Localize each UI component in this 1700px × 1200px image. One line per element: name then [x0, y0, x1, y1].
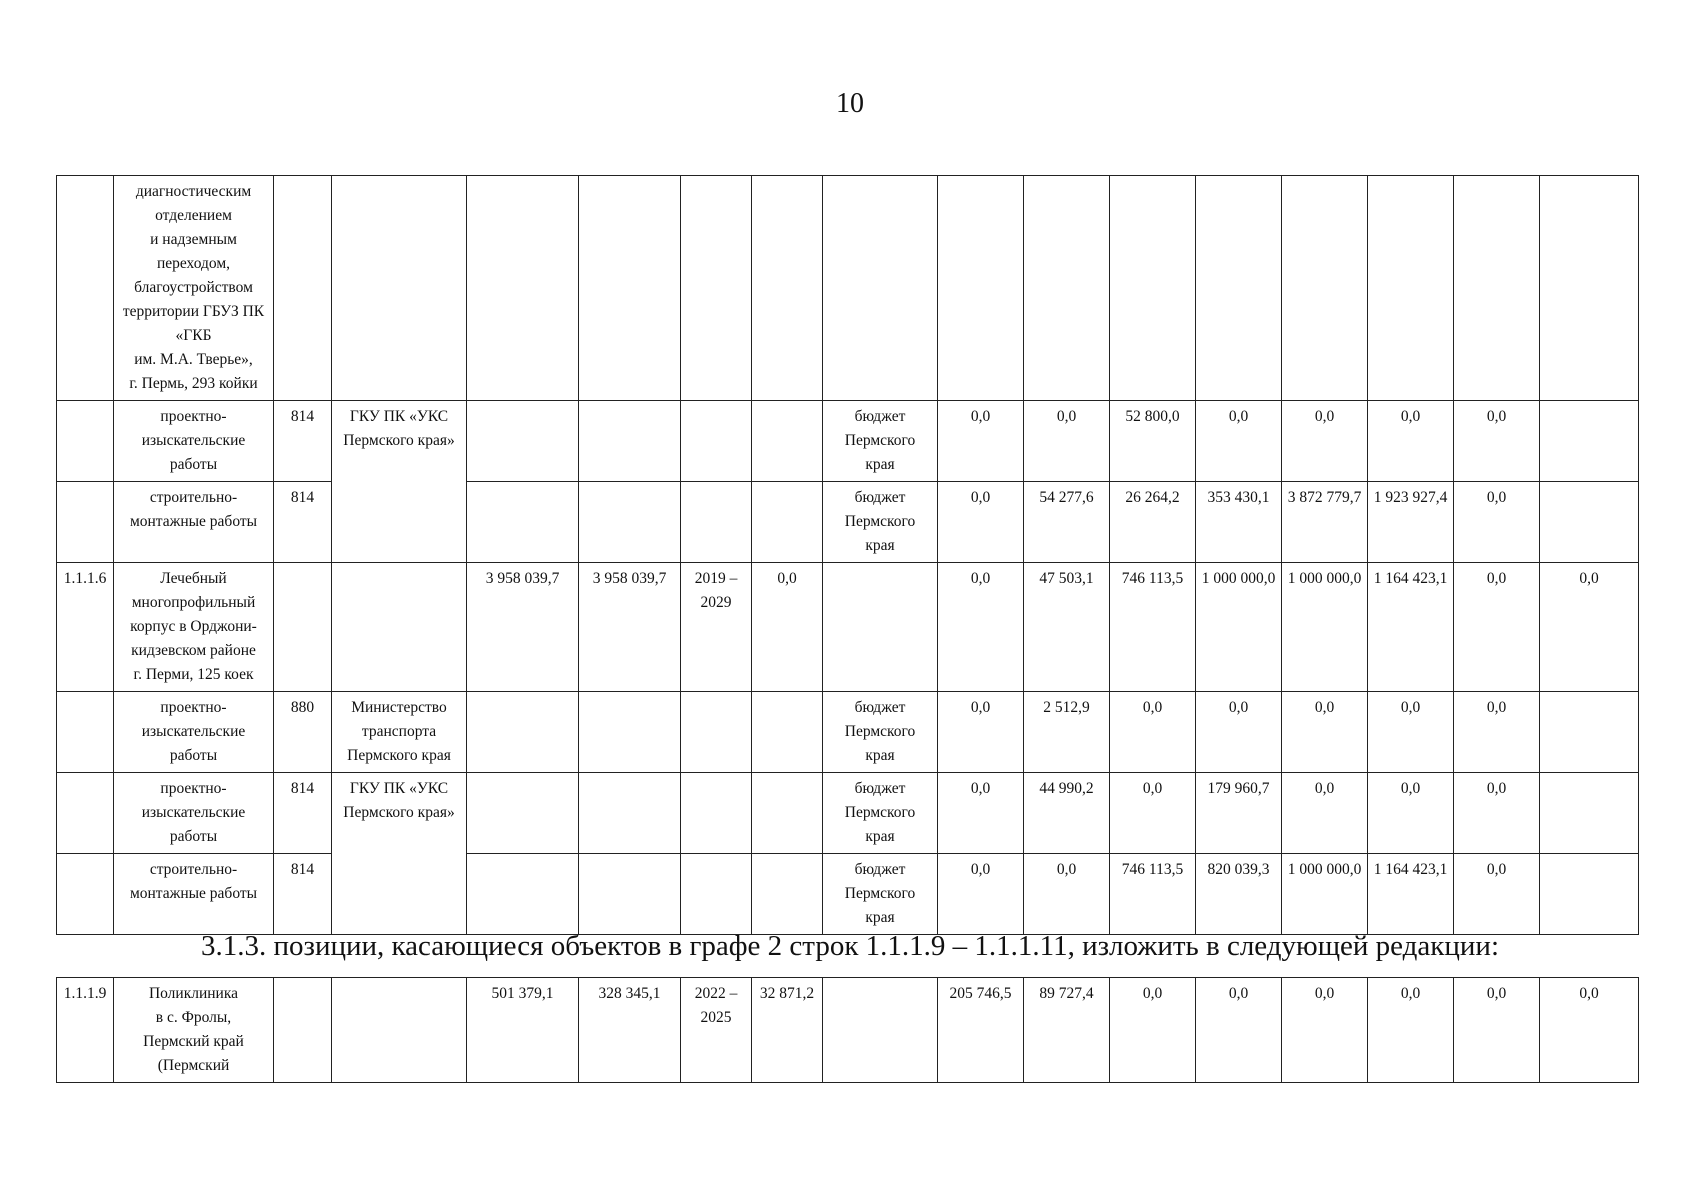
value-cell: 26 264,2 — [1110, 482, 1196, 563]
table-row — [57, 482, 1639, 563]
cell-text-line: 2025 — [700, 1009, 732, 1026]
value-cell: 0,0 — [938, 563, 1024, 692]
value-cell: 0,0 — [1110, 773, 1196, 854]
value-cell: 1 923 927,4 — [1368, 482, 1454, 563]
amendment-table — [56, 977, 1639, 1083]
cell-text-line: изыскательские — [141, 723, 246, 740]
prior-value-cell: 32 871,2 — [752, 978, 823, 1083]
customer-cell — [332, 692, 467, 773]
cell-text-line: и надземным — [150, 231, 237, 248]
value-cell: 0,0 — [938, 854, 1024, 935]
period-cell — [681, 563, 752, 692]
estimated-cost-cell: 501 379,1 — [467, 978, 579, 1083]
value-cell: 2 512,9 — [1024, 692, 1110, 773]
cell-text-line: ГКУ ПК «УКС — [349, 780, 449, 797]
value-cell: 47 503,1 — [1024, 563, 1110, 692]
table-row — [57, 773, 1639, 854]
prior-value-cell: 0,0 — [752, 563, 823, 692]
cell-text-line: Поликлиника — [148, 985, 239, 1002]
work-type-cell — [114, 854, 274, 935]
row-number-cell: 1.1.1.9 — [57, 978, 114, 1083]
cell-text-line: Пермского — [844, 432, 916, 449]
cell-text-line: им. М.А. Тверье», — [134, 351, 253, 368]
value-cell: 820 039,3 — [1196, 854, 1282, 935]
value-cell: 0,0 — [1540, 978, 1639, 1083]
code-cell: 814 — [274, 854, 332, 935]
cell-text-line: проектно- — [160, 408, 227, 425]
value-cell: 0,0 — [1368, 401, 1454, 482]
value-cell: 746 113,5 — [1110, 563, 1196, 692]
value-cell: 0,0 — [938, 482, 1024, 563]
cell-text-line: Пермского — [844, 885, 916, 902]
value-cell: 1 164 423,1 — [1368, 854, 1454, 935]
value-cell: 1 000 000,0 — [1282, 854, 1368, 935]
cell-text-line: 2022 – — [694, 985, 738, 1002]
cell-text-line: строительно- — [149, 861, 238, 878]
cell-text-line: монтажные работы — [129, 513, 258, 530]
value-cell: 0,0 — [1454, 854, 1540, 935]
cell-text-line: Пермского края — [347, 747, 451, 764]
value-cell: 0,0 — [1196, 692, 1282, 773]
value-cell: 0,0 — [1368, 978, 1454, 1083]
section-heading: 3.1.3. позиции, касающиеся объектов в графе 2 строк 1.1.1.9 – 1.1.1.11, изложить в следующей редакции: — [200, 930, 1500, 962]
cell-text-line: края — [865, 828, 895, 845]
cell-text-line: кидзевском районе — [131, 642, 256, 659]
program-table — [56, 175, 1639, 935]
cell-text-line: 2019 – — [694, 570, 738, 587]
table-row — [57, 692, 1639, 773]
cell-text-line: многопрофильный — [131, 594, 256, 611]
cell-text-line: Лечебный — [160, 570, 227, 587]
cell-text-line: переходом, — [156, 255, 231, 272]
row-number-cell: 1.1.1.6 — [57, 563, 114, 692]
customer-cell — [332, 401, 467, 563]
value-cell: 0,0 — [1454, 482, 1540, 563]
value-cell: 353 430,1 — [1196, 482, 1282, 563]
cell-text-line: изыскательские — [141, 432, 246, 449]
code-cell: 880 — [274, 692, 332, 773]
limit-cell: 328 345,1 — [579, 978, 681, 1083]
cell-text-line: работы — [169, 456, 218, 473]
cell-text-line: бюджет — [854, 408, 906, 425]
cell-text-line: «ГКБ — [175, 327, 212, 344]
funding-source-cell — [823, 482, 938, 563]
value-cell: 0,0 — [1110, 978, 1196, 1083]
cell-text-line: проектно- — [160, 699, 227, 716]
cell-text-line: строительно- — [149, 489, 238, 506]
cell-text-line: работы — [169, 828, 218, 845]
value-cell: 3 872 779,7 — [1282, 482, 1368, 563]
code-cell: 814 — [274, 773, 332, 854]
cell-text-line: проектно- — [160, 780, 227, 797]
cell-text-line: г. Перми, 125 коек — [133, 666, 254, 683]
value-cell: 0,0 — [1282, 401, 1368, 482]
work-type-cell — [114, 401, 274, 482]
value-cell: 1 000 000,0 — [1196, 563, 1282, 692]
table-row — [57, 401, 1639, 482]
cell-text-line: Министерство — [351, 699, 447, 716]
value-cell: 0,0 — [1282, 692, 1368, 773]
value-cell: 89 727,4 — [1024, 978, 1110, 1083]
value-cell: 205 746,5 — [938, 978, 1024, 1083]
cell-text-line: Пермского — [844, 723, 916, 740]
code-cell: 814 — [274, 482, 332, 563]
value-cell: 0,0 — [1282, 978, 1368, 1083]
cell-text-line: монтажные работы — [129, 885, 258, 902]
table-row — [57, 978, 1639, 1083]
object-name-cell — [114, 978, 274, 1083]
cell-text-line: 2029 — [700, 594, 732, 611]
value-cell: 0,0 — [1368, 692, 1454, 773]
value-cell: 0,0 — [1110, 692, 1196, 773]
cell-text-line: диагностическим — [135, 183, 252, 200]
code-cell: 814 — [274, 401, 332, 482]
cell-text-line: Пермского края» — [343, 432, 455, 449]
cell-text-line: бюджет — [854, 861, 906, 878]
funding-source-cell — [823, 692, 938, 773]
cell-text-line: корпус в Орджони- — [130, 618, 257, 635]
value-cell: 0,0 — [938, 773, 1024, 854]
funding-source-cell — [823, 401, 938, 482]
funding-source-cell — [823, 854, 938, 935]
value-cell: 0,0 — [1024, 401, 1110, 482]
cell-text-line: работы — [169, 747, 218, 764]
value-cell: 0,0 — [1454, 563, 1540, 692]
object-name-cell — [114, 176, 274, 401]
value-cell: 44 990,2 — [1024, 773, 1110, 854]
cell-text-line: Пермского — [844, 804, 916, 821]
object-name-cell — [114, 563, 274, 692]
work-type-cell — [114, 692, 274, 773]
cell-text-line: благоустройством — [134, 279, 253, 296]
work-type-cell — [114, 773, 274, 854]
value-cell: 179 960,7 — [1196, 773, 1282, 854]
cell-text-line: ГКУ ПК «УКС — [349, 408, 449, 425]
value-cell: 0,0 — [1196, 978, 1282, 1083]
period-cell — [681, 978, 752, 1083]
value-cell: 746 113,5 — [1110, 854, 1196, 935]
cell-text-line: изыскательские — [141, 804, 246, 821]
value-cell: 0,0 — [1196, 401, 1282, 482]
funding-source-cell — [823, 773, 938, 854]
value-cell: 0,0 — [1454, 401, 1540, 482]
cell-text-line: Пермского — [844, 513, 916, 530]
table-row — [57, 176, 1639, 401]
cell-text-line: бюджет — [854, 780, 906, 797]
cell-text-line: территории ГБУЗ ПК — [122, 303, 265, 320]
cell-text-line: края — [865, 456, 895, 473]
cell-text-line: в с. Фролы, — [155, 1009, 232, 1026]
value-cell: 0,0 — [1540, 563, 1639, 692]
value-cell: 0,0 — [1454, 978, 1540, 1083]
value-cell: 0,0 — [1368, 773, 1454, 854]
table-row — [57, 854, 1639, 935]
value-cell: 0,0 — [1282, 773, 1368, 854]
cell-text-line: бюджет — [854, 489, 906, 506]
cell-text-line: края — [865, 909, 895, 926]
table-row — [57, 563, 1639, 692]
limit-cell: 3 958 039,7 — [579, 563, 681, 692]
value-cell: 0,0 — [938, 692, 1024, 773]
value-cell: 0,0 — [1454, 773, 1540, 854]
customer-cell — [332, 773, 467, 935]
value-cell: 1 164 423,1 — [1368, 563, 1454, 692]
cell-text-line: Пермского края» — [343, 804, 455, 821]
value-cell: 0,0 — [1454, 692, 1540, 773]
cell-text-line: транспорта — [361, 723, 437, 740]
cell-text-line: края — [865, 537, 895, 554]
value-cell: 0,0 — [1024, 854, 1110, 935]
value-cell: 54 277,6 — [1024, 482, 1110, 563]
cell-text-line: Пермский край — [143, 1033, 244, 1050]
estimated-cost-cell: 3 958 039,7 — [467, 563, 579, 692]
cell-text-line: (Пермский — [157, 1057, 230, 1074]
value-cell: 1 000 000,0 — [1282, 563, 1368, 692]
cell-text-line: г. Пермь, 293 койки — [129, 375, 258, 392]
cell-text-line: бюджет — [854, 699, 906, 716]
work-type-cell — [114, 482, 274, 563]
value-cell: 0,0 — [938, 401, 1024, 482]
page-number: 10 — [836, 88, 864, 119]
cell-text-line: края — [865, 747, 895, 764]
value-cell: 52 800,0 — [1110, 401, 1196, 482]
cell-text-line: отделением — [155, 207, 232, 224]
